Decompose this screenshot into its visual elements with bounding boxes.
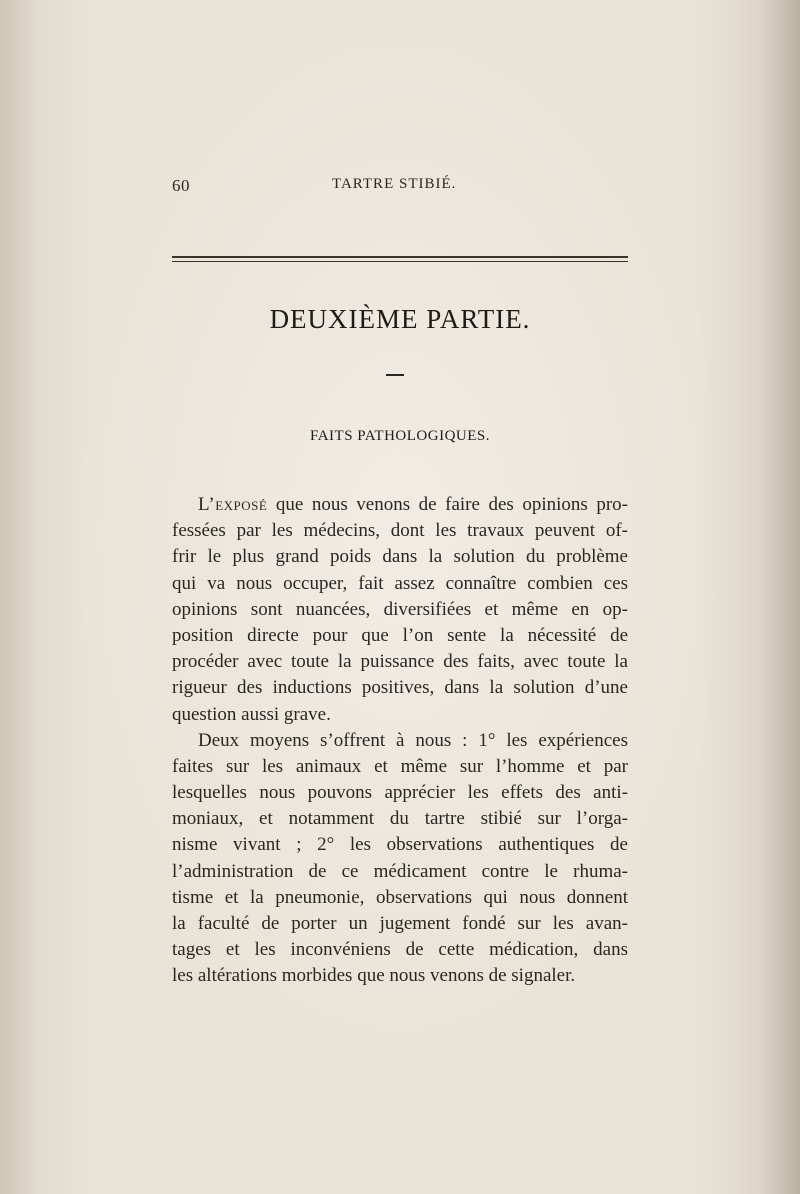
text-line: lesquelles nous pouvons apprécier les effets des anti- bbox=[172, 782, 628, 804]
text-line: qui va nous occuper, fait assez connaître combien ces bbox=[172, 572, 628, 594]
text-line: rigueur des inductions positives, dans la solution d’une bbox=[172, 677, 628, 699]
body-text bbox=[172, 492, 628, 990]
text-line: la faculté de porter un jugement fondé sur les avan- bbox=[172, 913, 628, 934]
text-line: faites sur les animaux et même sur l’homme et par bbox=[172, 755, 628, 777]
part-title: DEUXIÈME PARTIE. bbox=[269, 304, 531, 334]
text-line: moniaux, et notamment du tartre stibié sur l’orga- bbox=[172, 808, 628, 830]
text-line: procéder avec toute la puissance des faits, avec toute la bbox=[172, 651, 628, 673]
text-line-content: que nous venons de faire des opinions pro- bbox=[267, 494, 628, 515]
running-head bbox=[172, 172, 628, 198]
lead-word: L’exposé bbox=[198, 494, 268, 515]
text-line bbox=[172, 492, 628, 518]
text-line: frir le plus grand poids dans la solution du problème bbox=[172, 546, 628, 568]
page-number: 60 bbox=[172, 176, 190, 195]
text-line: question aussi grave. bbox=[172, 703, 331, 725]
text-line: tages et les inconvéniens de cette médication, dans bbox=[172, 939, 628, 961]
text-line: fessées par les médecins, dont les travaux peuvent of- bbox=[172, 520, 628, 542]
section-title: FAITS PATHOLOGIQUES. bbox=[309, 428, 491, 444]
text-line: position directe pour que l’on sente la nécessité de bbox=[172, 624, 628, 646]
text-line: nisme vivant ; 2° les observations authentiques de bbox=[172, 834, 628, 856]
short-divider bbox=[386, 374, 404, 376]
text-line: l’administration de ce médicament contre le rhuma- bbox=[172, 860, 628, 882]
header-double-rule bbox=[172, 256, 628, 262]
text-line: opinions sont nuancées, diversifiées et même en op- bbox=[172, 598, 628, 620]
text-line: Deux moyens s’offrent à nous : 1° les expériences bbox=[198, 729, 628, 751]
text-line: les altérations morbides que nous venons de signaler. bbox=[172, 965, 576, 987]
text-line: tisme et la pneumonie, observations qui nous donnent bbox=[172, 886, 628, 908]
running-title: TARTRE STIBIÉ. bbox=[332, 176, 457, 192]
